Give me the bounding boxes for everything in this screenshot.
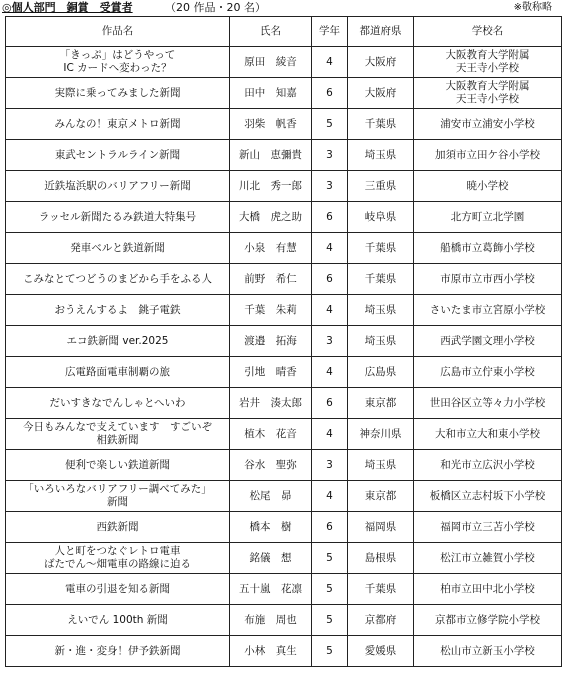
cell-school — [414, 326, 562, 357]
cell-school — [414, 78, 562, 109]
cell-school — [414, 202, 562, 233]
cell-school-line: さいたま市立宮原小学校 — [429, 303, 546, 316]
table-row — [6, 512, 562, 543]
cell-name-line: 松尾 昴 — [249, 489, 292, 502]
cell-name-line: 新山 恵彌貴 — [239, 148, 302, 161]
cell-prefecture-line: 神奈川県 — [359, 427, 402, 440]
cell-title — [6, 264, 230, 295]
cell-grade — [312, 264, 348, 295]
cell-name-line: 谷水 聖弥 — [244, 458, 297, 471]
cell-grade-line: 4 — [326, 55, 333, 68]
cell-name — [230, 605, 312, 636]
cell-name — [230, 78, 312, 109]
cell-school-line: 柏市立田中北小学校 — [440, 582, 535, 595]
cell-title-line: ばたでん～畑電車の路線に迫る — [44, 558, 191, 570]
cell-school — [414, 109, 562, 140]
cell-title — [6, 295, 230, 326]
cell-title-line: IC カードへ変わった？ — [63, 62, 172, 74]
cell-name — [230, 636, 312, 667]
cell-name-line: 羽柴 帆香 — [244, 117, 297, 130]
cell-prefecture — [348, 543, 414, 574]
cell-grade-line: 3 — [326, 458, 333, 471]
cell-prefecture — [348, 264, 414, 295]
cell-school — [414, 295, 562, 326]
cell-grade-line: 5 — [326, 582, 333, 595]
cell-school — [414, 574, 562, 605]
cell-school-line: 暁小学校 — [466, 179, 509, 192]
cell-title-line: 今日もみんなで支えています すごいぞ — [23, 421, 212, 433]
cell-grade — [312, 388, 348, 419]
cell-school — [414, 512, 562, 543]
table-row — [6, 357, 562, 388]
cell-prefecture-line: 東京都 — [364, 396, 397, 409]
cell-school — [414, 605, 562, 636]
cell-prefecture-line: 島根県 — [364, 551, 397, 564]
cell-title — [6, 419, 230, 450]
cell-prefecture-line: 千葉県 — [364, 582, 397, 595]
cell-prefecture-line: 埼玉県 — [364, 303, 397, 316]
cell-school-line: 板橋区立志村坂下小学校 — [429, 489, 546, 502]
cell-name-line: 岩井 湊太郎 — [239, 396, 302, 409]
cell-grade — [312, 78, 348, 109]
entry-count: （20 作品・20 名） — [165, 1, 266, 14]
cell-title — [6, 512, 230, 543]
cell-grade — [312, 109, 348, 140]
cell-name-line: 銘儀 想 — [249, 551, 292, 564]
cell-name — [230, 543, 312, 574]
cell-prefecture-line: 大阪府 — [364, 55, 397, 68]
cell-name-line: 布施 周也 — [244, 613, 297, 626]
cell-title — [6, 202, 230, 233]
cell-title — [6, 109, 230, 140]
cell-title — [6, 543, 230, 574]
cell-prefecture-line: 福岡県 — [364, 520, 397, 533]
cell-title-line: 西鉄新聞 — [96, 520, 139, 533]
cell-school-line: 加須市立田ケ谷小学校 — [435, 148, 540, 161]
cell-name — [230, 357, 312, 388]
cell-title — [6, 450, 230, 481]
cell-title-line: 近鉄塩浜駅のバリアフリー新聞 — [44, 179, 191, 192]
cell-school-line: 松江市立雑賀小学校 — [440, 551, 535, 564]
cell-name-line: 植木 花音 — [244, 427, 297, 440]
cell-grade — [312, 202, 348, 233]
cell-name — [230, 326, 312, 357]
cell-title-line: えいでん 100th 新聞 — [67, 613, 168, 626]
cell-prefecture — [348, 171, 414, 202]
cell-title — [6, 233, 230, 264]
honorifics-note: ※敬称略 — [513, 2, 552, 13]
cell-prefecture-line: 広島県 — [364, 365, 397, 378]
column-header-name: 氏名 — [230, 17, 312, 47]
cell-grade-line: 5 — [326, 117, 333, 130]
table-row — [6, 233, 562, 264]
cell-school-line: 西武学園文理小学校 — [440, 334, 535, 347]
cell-name — [230, 109, 312, 140]
table-body — [6, 47, 562, 667]
cell-school-line: 大阪教育大学附属 — [445, 80, 530, 92]
table-row — [6, 109, 562, 140]
table-row — [6, 171, 562, 202]
cell-school-line: 松山市立新玉小学校 — [440, 644, 535, 657]
cell-school — [414, 171, 562, 202]
cell-school-line: 大阪教育大学附属 — [445, 49, 530, 61]
cell-grade-line: 6 — [326, 396, 333, 409]
cell-title — [6, 140, 230, 171]
cell-grade — [312, 605, 348, 636]
table-row — [6, 326, 562, 357]
cell-grade — [312, 636, 348, 667]
table-row — [6, 419, 562, 450]
cell-name — [230, 512, 312, 543]
cell-grade — [312, 171, 348, 202]
cell-prefecture — [348, 78, 414, 109]
cell-grade — [312, 326, 348, 357]
cell-school-line: 和光市立広沢小学校 — [440, 458, 535, 471]
cell-prefecture — [348, 636, 414, 667]
cell-school — [414, 388, 562, 419]
cell-title-line: 便利で楽しい鉄道新聞 — [65, 458, 170, 471]
cell-title-line: 「きっぷ」はどうやって — [59, 49, 176, 61]
table-row — [6, 140, 562, 171]
cell-prefecture — [348, 388, 414, 419]
cell-prefecture — [348, 512, 414, 543]
table-row — [6, 636, 562, 667]
cell-school-line: 天王寺小学校 — [456, 62, 519, 74]
table-row — [6, 450, 562, 481]
cell-title-line: ラッセル新聞たるみ鉄道大特集号 — [38, 210, 197, 223]
cell-school — [414, 543, 562, 574]
cell-title — [6, 357, 230, 388]
cell-grade-line: 6 — [326, 210, 333, 223]
winners-table — [5, 16, 562, 667]
cell-title — [6, 481, 230, 512]
cell-title-line: おうえんするよ 銚子電鉄 — [54, 303, 181, 316]
cell-name — [230, 264, 312, 295]
cell-title-line: 東武セントラルライン新聞 — [54, 148, 181, 161]
cell-school-line: 市原市立市西小学校 — [440, 272, 535, 285]
cell-prefecture — [348, 109, 414, 140]
cell-grade — [312, 543, 348, 574]
table-row — [6, 481, 562, 512]
cell-grade-line: 5 — [326, 644, 333, 657]
cell-title-line: エコ鉄新聞 ver.2025 — [66, 334, 169, 347]
cell-title-line: 相鉄新聞 — [96, 434, 139, 446]
cell-prefecture-line: 岐阜県 — [364, 210, 397, 223]
cell-title-line: 「いろいろなバリアフリー調べてみた」 — [23, 483, 212, 495]
cell-prefecture — [348, 326, 414, 357]
cell-name-line: 小林 真生 — [244, 644, 297, 657]
cell-school-line: 船橋市立葛飾小学校 — [440, 241, 535, 254]
cell-title-line: 新聞 — [107, 496, 128, 508]
cell-name — [230, 481, 312, 512]
cell-title-line: だいすきなでんしゃとへいわ — [49, 396, 186, 409]
cell-grade — [312, 357, 348, 388]
cell-school-line: 広島市立佇東小学校 — [440, 365, 535, 378]
cell-grade — [312, 481, 348, 512]
cell-name-line: 大橋 虎之助 — [239, 210, 302, 223]
cell-name — [230, 47, 312, 78]
cell-school-line: 京都市立修学院小学校 — [435, 613, 540, 626]
cell-prefecture-line: 埼玉県 — [364, 334, 397, 347]
cell-grade-line: 6 — [326, 86, 333, 99]
cell-school-line: 大和市立大和東小学校 — [435, 427, 540, 440]
cell-prefecture — [348, 605, 414, 636]
cell-grade-line: 4 — [326, 489, 333, 502]
cell-school-line: 福岡市立三苫小学校 — [440, 520, 535, 533]
cell-grade — [312, 450, 348, 481]
cell-grade — [312, 574, 348, 605]
cell-title — [6, 388, 230, 419]
cell-name — [230, 202, 312, 233]
cell-grade — [312, 512, 348, 543]
cell-name — [230, 419, 312, 450]
cell-name — [230, 233, 312, 264]
table-row — [6, 388, 562, 419]
cell-grade-line: 6 — [326, 520, 333, 533]
cell-name-line: 千葉 朱莉 — [244, 303, 297, 316]
cell-school — [414, 450, 562, 481]
cell-prefecture — [348, 202, 414, 233]
section-title: ◎個人部門 銅賞 受賞者 — [2, 1, 133, 14]
cell-title-line: 電車の引退を知る新聞 — [65, 582, 170, 595]
cell-grade-line: 4 — [326, 241, 333, 254]
cell-grade — [312, 140, 348, 171]
cell-prefecture-line: 埼玉県 — [364, 148, 397, 161]
cell-prefecture-line: 埼玉県 — [364, 458, 397, 471]
cell-school — [414, 264, 562, 295]
cell-grade — [312, 233, 348, 264]
cell-name-line: 川北 秀一郎 — [239, 179, 302, 192]
cell-grade-line: 3 — [326, 148, 333, 161]
cell-school — [414, 47, 562, 78]
cell-name — [230, 140, 312, 171]
cell-school-line: 天王寺小学校 — [456, 93, 519, 105]
cell-name-line: 原田 綾音 — [244, 55, 297, 68]
cell-title — [6, 574, 230, 605]
cell-prefecture-line: 千葉県 — [364, 272, 397, 285]
cell-title — [6, 636, 230, 667]
cell-prefecture — [348, 295, 414, 326]
cell-prefecture — [348, 357, 414, 388]
cell-grade-line: 4 — [326, 303, 333, 316]
cell-prefecture-line: 千葉県 — [364, 241, 397, 254]
table-row — [6, 78, 562, 109]
cell-title-line: 人と町をつなぐレトロ電車 — [54, 545, 181, 557]
cell-title — [6, 326, 230, 357]
cell-title-line: みんなの！東京メトロ新聞 — [54, 117, 181, 130]
cell-school — [414, 140, 562, 171]
cell-prefecture-line: 千葉県 — [364, 117, 397, 130]
cell-name-line: 小泉 有慧 — [244, 241, 297, 254]
table-row — [6, 574, 562, 605]
cell-name — [230, 171, 312, 202]
cell-prefecture — [348, 574, 414, 605]
cell-title-line: 新・進・変身！伊予鉄新聞 — [54, 644, 181, 657]
column-header-title: 作品名 — [6, 17, 230, 47]
table-row — [6, 605, 562, 636]
cell-name — [230, 388, 312, 419]
cell-name-line: 五十嵐 花凛 — [239, 582, 302, 595]
cell-prefecture-line: 大阪府 — [364, 86, 397, 99]
cell-school-line: 世田谷区立等々力小学校 — [429, 396, 546, 409]
cell-grade — [312, 47, 348, 78]
cell-title-line: 発車ベルと鉄道新聞 — [70, 241, 165, 254]
cell-school — [414, 233, 562, 264]
cell-name-line: 橋本 樹 — [249, 520, 292, 533]
cell-grade-line: 4 — [326, 427, 333, 440]
cell-title — [6, 47, 230, 78]
cell-prefecture — [348, 140, 414, 171]
table-row — [6, 47, 562, 78]
cell-grade-line: 4 — [326, 365, 333, 378]
cell-prefecture — [348, 450, 414, 481]
column-header-prefecture: 都道府県 — [348, 17, 414, 47]
cell-prefecture-line: 京都府 — [364, 613, 397, 626]
cell-name — [230, 574, 312, 605]
cell-grade-line: 5 — [326, 551, 333, 564]
cell-grade — [312, 419, 348, 450]
cell-title-line: こみなとてつどうのまどから手をふる人 — [23, 272, 212, 285]
cell-prefecture — [348, 47, 414, 78]
cell-prefecture — [348, 481, 414, 512]
cell-school — [414, 357, 562, 388]
cell-school-line: 浦安市立浦安小学校 — [440, 117, 535, 130]
cell-grade-line: 5 — [326, 613, 333, 626]
cell-grade-line: 6 — [326, 272, 333, 285]
cell-title-line: 広電路面電車制覇の旅 — [65, 365, 170, 378]
cell-school-line: 北方町立北学園 — [450, 210, 525, 223]
page-header — [0, 0, 566, 16]
cell-title — [6, 171, 230, 202]
column-header-grade: 学年 — [312, 17, 348, 47]
cell-name — [230, 450, 312, 481]
cell-prefecture — [348, 233, 414, 264]
cell-school — [414, 419, 562, 450]
cell-school — [414, 636, 562, 667]
cell-grade — [312, 295, 348, 326]
cell-school — [414, 481, 562, 512]
table-row — [6, 264, 562, 295]
table-row — [6, 543, 562, 574]
cell-title — [6, 78, 230, 109]
cell-title-line: 実際に乗ってみました新聞 — [54, 86, 181, 99]
cell-name-line: 前野 希仁 — [244, 272, 297, 285]
cell-title — [6, 605, 230, 636]
cell-name — [230, 295, 312, 326]
cell-prefecture-line: 愛媛県 — [364, 644, 397, 657]
cell-name-line: 渡邉 拓海 — [244, 334, 297, 347]
cell-grade-line: 3 — [326, 179, 333, 192]
table-row — [6, 202, 562, 233]
cell-prefecture-line: 三重県 — [364, 179, 397, 192]
cell-name-line: 引地 晴香 — [244, 365, 297, 378]
column-header-school: 学校名 — [414, 17, 562, 47]
cell-prefecture-line: 東京都 — [364, 489, 397, 502]
table-row — [6, 295, 562, 326]
cell-grade-line: 3 — [326, 334, 333, 347]
cell-name-line: 田中 知嘉 — [244, 86, 297, 99]
cell-prefecture — [348, 419, 414, 450]
table-header-row — [6, 17, 562, 47]
